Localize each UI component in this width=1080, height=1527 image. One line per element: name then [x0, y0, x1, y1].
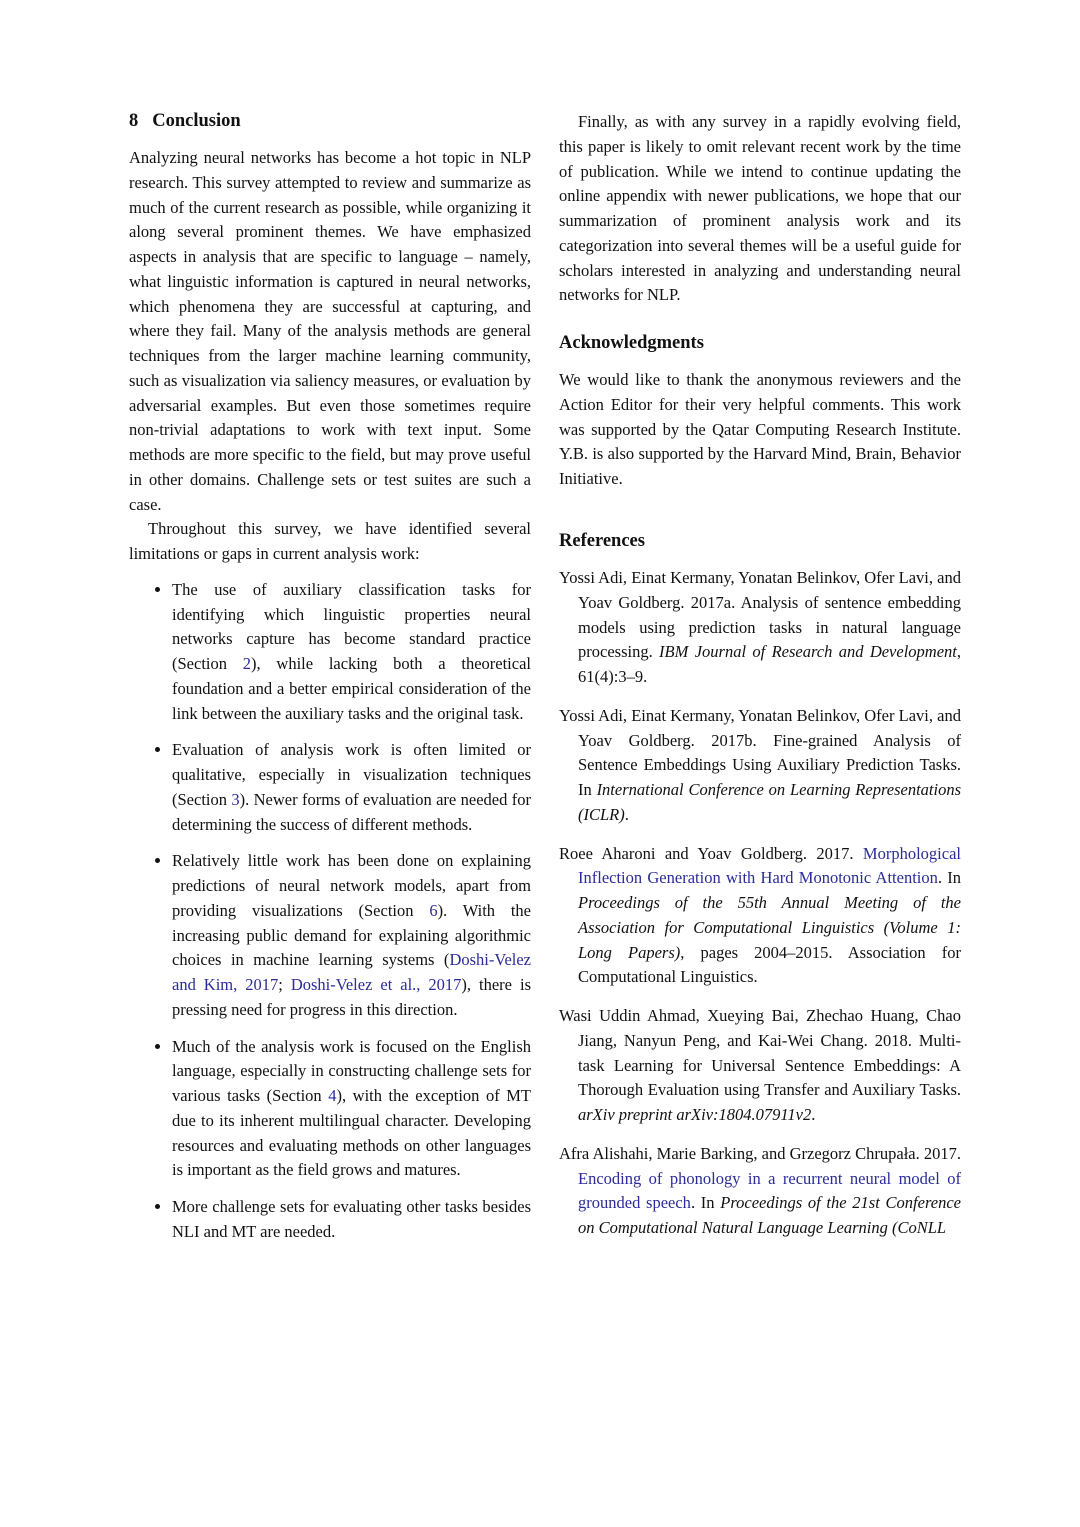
section-ref-link[interactable]: 2	[242, 654, 252, 674]
references-heading: References	[559, 530, 645, 551]
venue-name: arXiv preprint arXiv:1804.07911v2	[578, 1105, 812, 1124]
list-item	[172, 1035, 531, 1184]
citation-link[interactable]: Doshi-Velez and Kim, 2017	[172, 950, 531, 995]
acknowledgments-heading: Acknowledgments	[559, 333, 704, 353]
reference-entry	[559, 1004, 961, 1128]
venue-name: Proceedings of the 21st Conference on Computational Natural Language Learning (CoNLL	[578, 1193, 961, 1237]
list-item	[172, 1195, 531, 1245]
bullet-text: Relatively little work has been done on explaining predictions of neural network models, apart from providing visualizations (Section	[172, 851, 531, 920]
bullet-text: ). Newer forms of evaluation are needed for determining the success of different methods.	[172, 789, 531, 834]
section-ref-link[interactable]: 4	[328, 1086, 337, 1106]
conclusion-final-paragraph: Finally, as with any survey in a rapidly evolving field, this paper is likely to omit relevant recent work by the time of publication. While we intend to continue updating the online appendix with newer publications, we hope that our summarization of prominent analysis work and its categorization into several themes will be a useful guide for scholars interested in analyzing and understanding neural networks for NLP.	[559, 112, 961, 305]
reference-text: Yossi Adi, Einat Kermany, Yonatan Belinkov, Ofer Lavi, and Yoav Goldberg. 2017a. Analysis of sentence embedding models using prediction tasks in natural language processing.	[559, 568, 961, 662]
reference-text: Wasi Uddin Ahmad, Xueying Bai, Zhechao Huang, Chao Jiang, Nanyun Peng, and Kai-Wei Chang. 2018. Multi-task Learning for Universal Sentence Embeddings: A Thorough Evaluation using Transfer and Auxiliary Tasks.	[559, 1006, 961, 1100]
venue-name: Proceedings of the 55th Annual Meeting of the Association for Computational Linguistics (Volume 1: Long Papers)	[578, 893, 961, 962]
venue-name: IBM Journal of Research and Development	[659, 642, 957, 662]
list-item	[172, 738, 531, 837]
list-item	[172, 578, 531, 727]
bullet-text: ), with the exception of MT due to its inherent multilingual character. Developing resources and evaluating methods on other languages is important as the field grows and matures.	[172, 1086, 532, 1180]
reference-text: .	[624, 804, 629, 824]
reference-entry	[559, 704, 961, 828]
reference-text: Afra Alishahi, Marie Barking, and Grzegorz Chrupała. 2017.	[559, 1143, 961, 1163]
acknowledgments-paragraph: We would like to thank the anonymous reviewers and the Action Editor for their very helpful comments. This work was supported by the Qatar Computing Research Institute. Y.B. is also supported by the Harvard Mind, Brain, Behavior Initiative.	[559, 370, 961, 489]
venue-name: International Conference on Learning Representations (ICLR)	[578, 780, 962, 824]
reference-entry	[559, 1142, 961, 1241]
citation-link[interactable]: Doshi-Velez et al., 2017	[290, 975, 462, 995]
reference-text: , 61(4):3–9.	[578, 642, 961, 686]
reference-text: .	[811, 1105, 816, 1124]
conclusion-paragraph-1: Analyzing neural networks has become a hot topic in NLP research. This survey attempted to review and summarize as much of the current research as possible, while organizing it along several prominent themes. We have emphasized aspects in analysis that are specific to language – namely, what linguistic information is captured in neural networks, which phenomena they are successful at capturing, and where they fail. Many of the analysis methods are general techniques from the larger machine learning community, such as visualization via saliency measures, or evaluation by adversarial examples. But even those sometimes require non-trivial adaptations to work with text input. Some methods are more specific to the field, but may prove useful in other domains. Challenge sets or test suites are such a case.	[129, 148, 531, 514]
bullet-text: More challenge sets for evaluating other tasks besides NLI and MT are needed.	[172, 1197, 531, 1241]
section-ref-link[interactable]: 3	[231, 789, 240, 809]
paper-title-link[interactable]: Morphological Inflection Generation with Hard Monotonic Attention	[578, 843, 961, 888]
reference-entry	[559, 842, 961, 991]
bullet-text: Much of the analysis work is focused on the English language, especially in constructing challenge sets for various tasks (Section	[172, 1036, 531, 1106]
section-number: 8	[129, 111, 139, 131]
bullet-text: The use of auxiliary classification tasks for identifying which linguistic properties neural networks capture has become standard practice (Section	[172, 579, 531, 674]
bullet-text: ;	[278, 975, 291, 995]
reference-text: Yossi Adi, Einat Kermany, Yonatan Belinkov, Ofer Lavi, and Yoav Goldberg. 2017b. Fine-grained Analysis of Sentence Embeddings Using Auxiliary Prediction Tasks. In	[559, 705, 961, 799]
section-ref-link[interactable]: 6	[429, 900, 438, 920]
reference-text: . In	[690, 1193, 721, 1213]
section-title: Conclusion	[152, 111, 241, 131]
right-column	[559, 110, 961, 1257]
bullet-text: ), there is pressing need for progress in this direction.	[172, 975, 531, 1019]
bullet-text: ). With the increasing public demand for explaining algorithmic choices in machine learning systems (	[172, 900, 531, 970]
two-column-layout	[129, 110, 961, 1257]
limitations-list	[129, 578, 531, 1245]
reference-text: . In	[937, 868, 961, 888]
paper-title-link[interactable]: Encoding of phonology in a recurrent neural model of grounded speech	[578, 1168, 961, 1213]
reference-entry	[559, 566, 961, 690]
left-column	[129, 110, 531, 1257]
reference-text: , pages 2004–2015. Association for Computational Linguistics.	[578, 942, 961, 987]
conclusion-paragraph-2: Throughout this survey, we have identified several limitations or gaps in current analysis work:	[129, 519, 531, 564]
bullet-text: Evaluation of analysis work is often limited or qualitative, especially in visualization techniques (Section	[172, 740, 531, 809]
reference-text: Roee Aharoni and Yoav Goldberg. 2017.	[559, 843, 863, 863]
conclusion-heading	[129, 110, 531, 133]
bullet-text: ), while lacking both a theoretical foundation and a better empirical consideration of the link between the auxiliary tasks and the original task.	[172, 654, 531, 723]
list-item	[172, 849, 531, 1022]
